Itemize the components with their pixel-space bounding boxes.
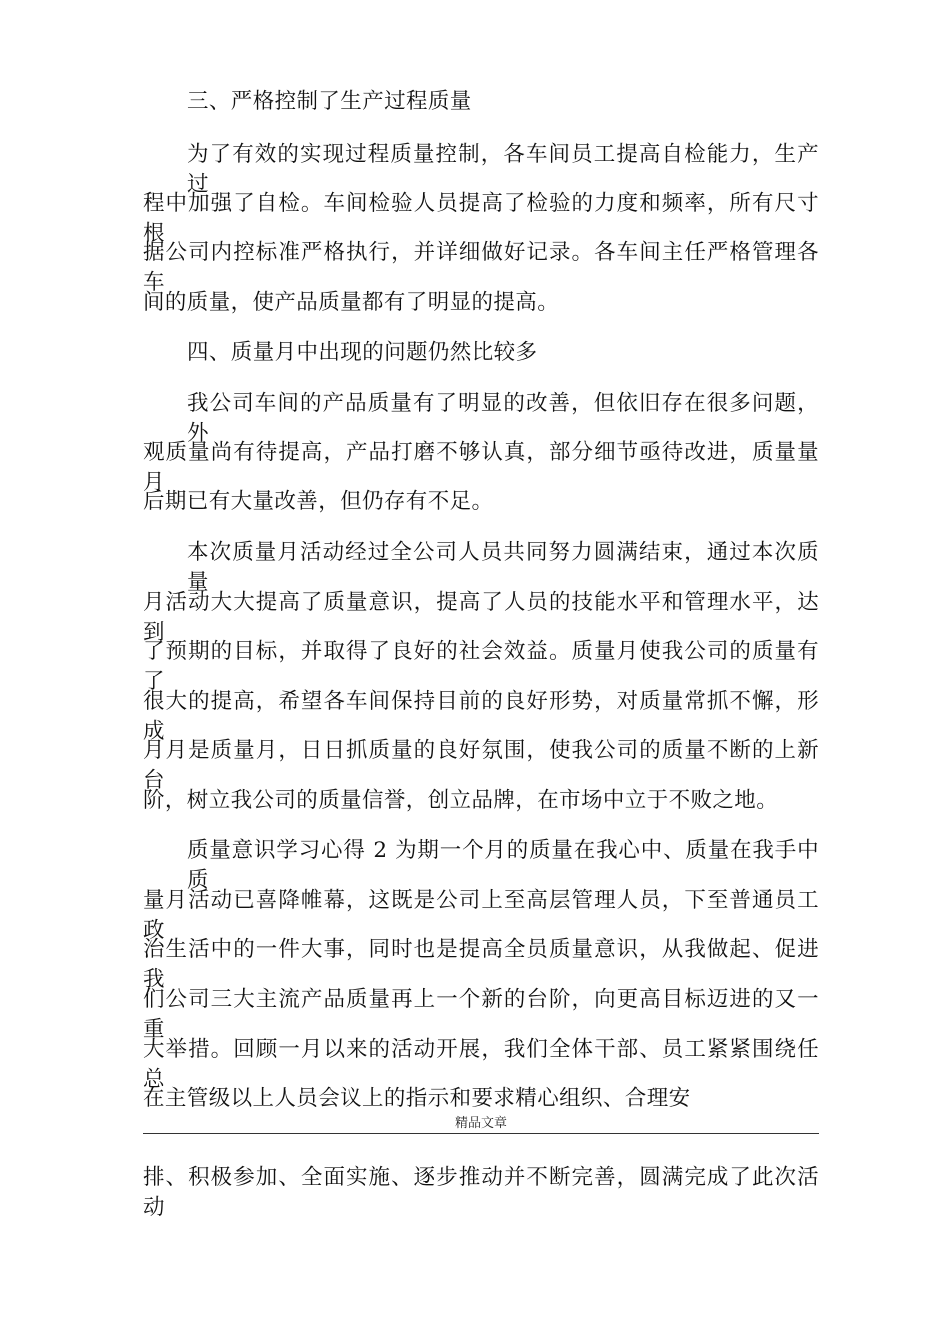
paragraph-line: 们公司三大主流产品质量再上一个新的台阶，向更高目标迈进的又一重 — [143, 987, 819, 1042]
paragraph-line: 我公司车间的产品质量有了明显的改善，但依旧存在很多问题，外 — [187, 391, 819, 446]
paragraph-line: 治生活中的一件大事，同时也是提高全员质量意识，从我做起、促进我 — [143, 937, 819, 992]
paragraph-line: 程中加强了自检。车间检验人员提高了检验的力度和频率，所有尺寸根 — [143, 191, 819, 246]
paragraph-line: 间的质量，使产品质量都有了明显的提高。 — [143, 290, 560, 315]
paragraph-line: 很大的提高，希望各车间保持目前的良好形势，对质量常抓不懈，形成 — [143, 689, 819, 744]
paragraph-line: 为了有效的实现过程质量控制，各车间员工提高自检能力，生产过 — [187, 142, 819, 197]
paragraph-line: 月月是质量月，日日抓质量的良好氛围，使我公司的质量不断的上新台 — [143, 738, 819, 793]
paragraph-line: 据公司内控标准严格执行，并详细做好记录。各车间主任严格管理各车 — [143, 240, 819, 295]
paragraph-line: 在主管级以上人员会议上的指示和要求精心组织、合理安 — [143, 1086, 691, 1111]
footer-label: 精品文章 — [454, 1116, 507, 1131]
paragraph-line: 后期已有大量改善，但仍存有不足。 — [143, 489, 494, 514]
footer-divider — [143, 1133, 819, 1134]
paragraph-line: 阶，树立我公司的质量信誉，创立品牌，在市场中立于不败之地。 — [143, 788, 779, 813]
section-heading-3: 三、严格控制了生产过程质量 — [187, 89, 472, 114]
paragraph-line: 排、积极参加、全面实施、逐步推动并不断完善，圆满完成了此次活动 — [143, 1165, 819, 1220]
paragraph-line: 本次质量月活动经过全公司人员共同努力圆满结束，通过本次质量 — [187, 540, 819, 595]
paragraph-line: 观质量尚有待提高，产品打磨不够认真，部分细节亟待改进，质量量月 — [143, 440, 819, 495]
section-heading-4: 四、质量月中出现的问题仍然比较多 — [187, 340, 538, 365]
paragraph-line: 质量意识学习心得 2 为期一个月的质量在我心中、质量在我手中质 — [187, 838, 819, 893]
paragraph-line: 大举措。回顾一月以来的活动开展，我们全体干部、员工紧紧围绕任总 — [143, 1037, 819, 1092]
paragraph-line: 月活动大大提高了质量意识，提高了人员的技能水平和管理水平，达到 — [143, 590, 819, 645]
paragraph-line: 量月活动已喜降帷幕，这既是公司上至高层管理人员，下至普通员工政 — [143, 888, 819, 943]
paragraph-line: 了预期的目标，并取得了良好的社会效益。质量月使我公司的质量有了 — [143, 639, 819, 694]
